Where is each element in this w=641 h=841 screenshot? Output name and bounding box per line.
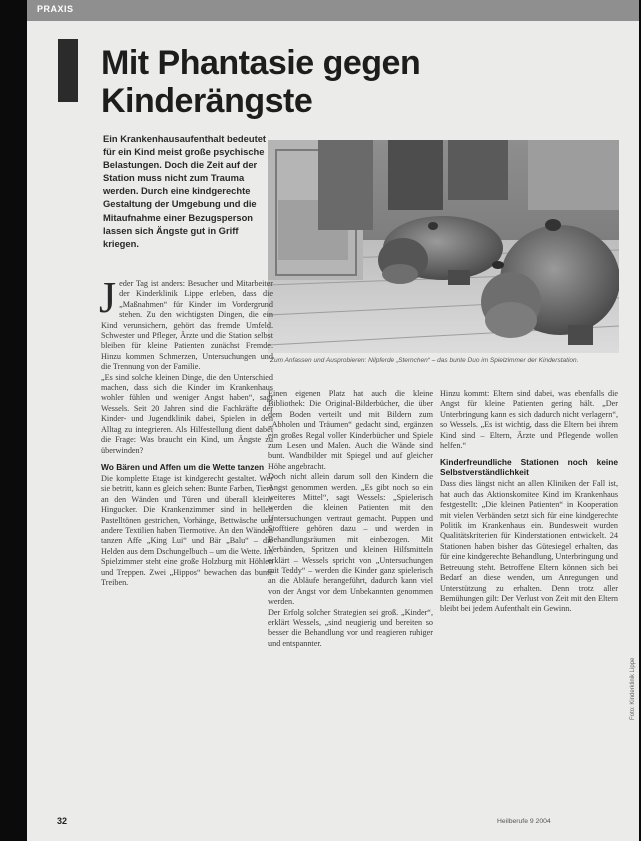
magazine-page [27,0,639,841]
paragraph: „Es sind solche kleinen Dinge, die den Unterschied machen, dass sich die Kinder im Krankenhaus wohler fühlen und weniger Angst haben“, sagt Wessels. Seit 20 Jahren sind die Fachkräfte der Kinder- und Jugendklinik dabei, Spielen in den Alltag zu integrieren. Als Hilfestellung dient dabei die Frage: Was braucht ein Kind, um Ängste zu überwinden? [101,372,273,455]
page-number: 32 [57,816,68,826]
paragraph: Die komplette Etage ist kindgerecht gestaltet. Wer sie betritt, kann es gleich sehen: Bunte Farben, Tiere an den Wänden und Türen und überall kleine Hingucker. Die Krankenzimmer sind in hellen Pastelltönen gestrichen, Vorhänge, Bettwäsche und andere Textilien haben Tiermotive. An den Wänden tanzen Affe „King Lui“ und Bär „Balu“ – die Helden aus dem Dschungelbuch – um die Wette. Im Spielzimmer steht eine große Holzburg mit Höhlen und Treppen. Zwei „Hippos“ bewachen das bunte Treiben. [101,473,273,587]
magazine-footer: Heilberufe 9 2004 [497,818,551,825]
text-column-1 [99,273,273,588]
section-label: PRAXIS [37,4,74,14]
subheading: Kinderfreundliche Stationen noch keine Selbstverständlichkeit [440,457,618,478]
photo-credit: Foto: Kinderklinik Lippe [630,657,636,720]
paragraph: Der Erfolg solcher Strategien sei groß. „Kinder“, erklärt Wessels, „sind neugierig und bereiten so besser die Behandlung vor und reagieren ruhiger und entspannter. [268,607,433,648]
paragraph: Dass dies längst nicht an allen Kliniken der Fall ist, hat auch das Aktionskomitee Kind im Krankenhaus festgestellt: „Die kleinen Patienten“ in Kooperation mit vielen Verbänden setzt sich für eine kindgerechte Politik im Krankenhaus ein. Bundesweit wurden Qualitätskriterien für Kinderstationen entwickelt. 24 Stationen haben bisher das Gütesiegel erhalten, das für eine kindgerechte Behandlung, Unterbringung und Betreuung steht. Betroffene Eltern können sich bei Bedarf an diese wenden, um Anregungen und Unterstützung zu erhalten. Denn trotz aller Bemühungen gilt: Der Verlust von Zeit mit den Eltern bleibt bei jedem Aufenthalt ein Gewinn. [440,479,618,614]
subheading: Wo Bären und Affen um die Wette tanzen [101,461,265,472]
drop-cap: J [99,273,117,322]
paragraph: Einen eigenen Platz hat auch die kleine Bibliothek: Die Original-Bilderbücher, die über dem Boden verteilt und mit Bildern zum „Abholen und Träumen“ gedacht sind, ergänzen ein großes Regal voller Kinderbücher und Spiele zum Lesen und Malen. Auch die Wände sind bunt. Wandbilder mit Spiegel und auf gleicher Höhe angebracht. [268,389,433,471]
article-lead: Ein Krankenhausaufenthalt bedeutet für ein Kind meist große psychische Belastungen. Doch die Zeit auf der Station muss nicht zum Trauma werden. Durch eine kindgerechte Gestaltung der Umgebung und die Mitaufnahme einer Bezugsperson lassen sich Ängste gut in Griff kriegen. [103,133,267,249]
paragraph: Hinzu kommt: Eltern sind dabei, was ebenfalls die Angst für kleine Patienten gering hält. „Der Unterbringung kann es sich dadurch nicht verlagern“, so Wessels. „Es ist wichtig, dass die Eltern bei ihrem Kind sind – Eltern, Ärzte und Pflegende wollen helfen.“ [440,389,618,451]
photo-caption: Zum Anfassen und Ausprobieren: Nilpferde „Sternchen“ – das bunte Duo im Spielzimmer der Kinderstation. [270,357,579,364]
article-title: Mit Phantasie gegen Kinderängste [101,44,421,120]
hippo-photo-illustration [268,140,619,353]
title-accent-bar [58,39,78,102]
text-column-2 [268,389,433,649]
text-column-3 [440,389,618,615]
paragraph: Doch nicht allein darum soll den Kindern die Angst genommen werden. „Es gibt noch so ein weiteres Mittel“, sagt Wessels: „Spielerisch werden die kleinen Patienten mit den Untersuchungen vertraut gemacht. Puppen und Stofftiere gehören dazu – und werden in Behandlungsräumen mit einbezogen. Mit Verbänden, Spritzen und kleinen Hilfsmitteln erklärt – Wessels spricht von „Untersuchungen mit Teddy“ – werden die Kinder ganz spielerisch an die Abläufe herangeführt, dadurch kann viel von der Angst vor dem Unbekannten genommen werden. [268,472,433,607]
hippo-photo [268,140,619,353]
paragraph: eder Tag ist anders: Besucher und Mitarbeiter der Kinderklinik Lippe erleben, dass die „Maßnahmen“ für Kinder im Vordergrund stehen. Zu den wichtigsten Dingen, die ein Kind verunsichern, gehört das fremde Umfeld. Schwester und Pfleger, Ärzte und die Station selbst bleiben für kleine Patienten zunächst Fremde. Hinzu kommen Schmerzen, Untersuchungen und die Trennung von der Familie. [101,279,273,372]
section-header-band [27,0,639,21]
